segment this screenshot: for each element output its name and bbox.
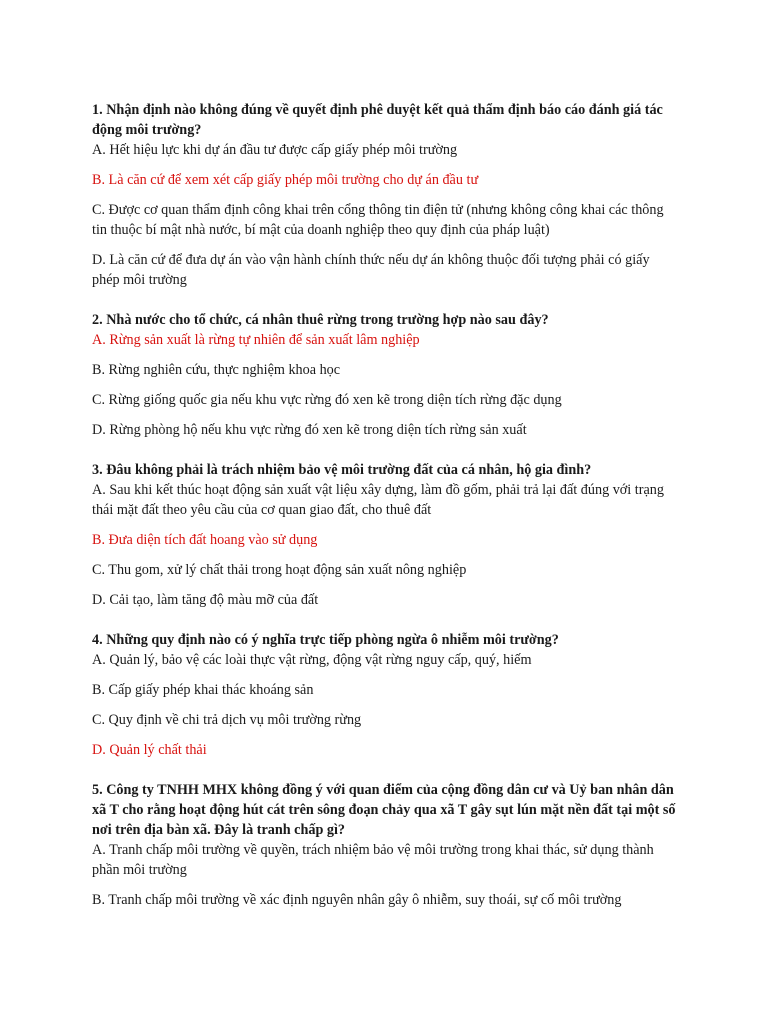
option-c: C. Được cơ quan thẩm định công khai trên cổng thông tin điện tử (nhưng không công khai các thông tin thuộc bí mật nhà nước, bí mật của doanh nghiệp theo quy định của pháp luật) xyxy=(92,202,664,238)
option-a: A. Quản lý, bảo vệ các loài thực vật rừng, động vật rừng nguy cấp, quý, hiếm xyxy=(92,652,532,668)
option-b-correct: B. Đưa diện tích đất hoang vào sử dụng xyxy=(92,532,318,548)
question-2 xyxy=(92,310,676,440)
option-a: A. Tranh chấp môi trường về quyền, trách nhiệm bảo vệ môi trường trong khai thác, sử dụng thành phần môi trường xyxy=(92,842,654,878)
question-5 xyxy=(92,780,676,910)
option-a-correct: A. Rừng sản xuất là rừng tự nhiên để sản xuất lâm nghiệp xyxy=(92,332,420,348)
question-4 xyxy=(92,630,676,760)
option-d-correct: D. Quản lý chất thải xyxy=(92,742,207,758)
option-c: C. Rừng giống quốc gia nếu khu vực rừng đó xen kẽ trong diện tích rừng đặc dụng xyxy=(92,392,562,408)
question-title: 2. Nhà nước cho tổ chức, cá nhân thuê rừng trong trường hợp nào sau đây? xyxy=(92,312,549,328)
option-b: B. Rừng nghiên cứu, thực nghiệm khoa học xyxy=(92,362,341,378)
option-d: D. Cải tạo, làm tăng độ màu mỡ của đất xyxy=(92,592,319,608)
question-title: 3. Đâu không phải là trách nhiệm bảo vệ môi trường đất của cá nhân, hộ gia đình? xyxy=(92,462,592,478)
question-3 xyxy=(92,460,676,610)
option-b-correct: B. Là căn cứ để xem xét cấp giấy phép môi trường cho dự án đầu tư xyxy=(92,172,479,188)
question-1 xyxy=(92,100,676,290)
question-title: 4. Những quy định nào có ý nghĩa trực tiếp phòng ngừa ô nhiễm môi trường? xyxy=(92,632,559,648)
option-d: D. Là căn cứ để đưa dự án vào vận hành chính thức nếu dự án không thuộc đối tượng phải có giấy phép môi trường xyxy=(92,252,650,288)
option-a: A. Hết hiệu lực khi dự án đầu tư được cấp giấy phép môi trường xyxy=(92,142,458,158)
option-c: C. Thu gom, xử lý chất thải trong hoạt động sản xuất nông nghiệp xyxy=(92,562,467,578)
question-title: 5. Công ty TNHH MHX không đồng ý với quan điểm của cộng đồng dân cư và Uỷ ban nhân dân xã T cho rằng hoạt động hút cát trên sông đoạn chảy qua xã T gây sụt lún mặt nền đất tại một số nơi trên địa bàn xã. Đây là tranh chấp gì? xyxy=(92,782,676,838)
option-b: B. Cấp giấy phép khai thác khoáng sản xyxy=(92,682,314,698)
option-d: D. Rừng phòng hộ nếu khu vực rừng đó xen kẽ trong diện tích rừng sản xuất xyxy=(92,422,527,438)
option-b: B. Tranh chấp môi trường về xác định nguyên nhân gây ô nhiễm, suy thoái, sự cố môi trường xyxy=(92,892,622,908)
question-title: 1. Nhận định nào không đúng về quyết định phê duyệt kết quả thẩm định báo cáo đánh giá tác động môi trường? xyxy=(92,102,663,138)
option-c: C. Quy định về chi trả dịch vụ môi trường rừng xyxy=(92,712,362,728)
option-a: A. Sau khi kết thúc hoạt động sản xuất vật liệu xây dựng, làm đồ gốm, phải trả lại đất đúng với trạng thái mặt đất theo yêu cầu của cơ quan giao đất, cho thuê đất xyxy=(92,482,664,518)
